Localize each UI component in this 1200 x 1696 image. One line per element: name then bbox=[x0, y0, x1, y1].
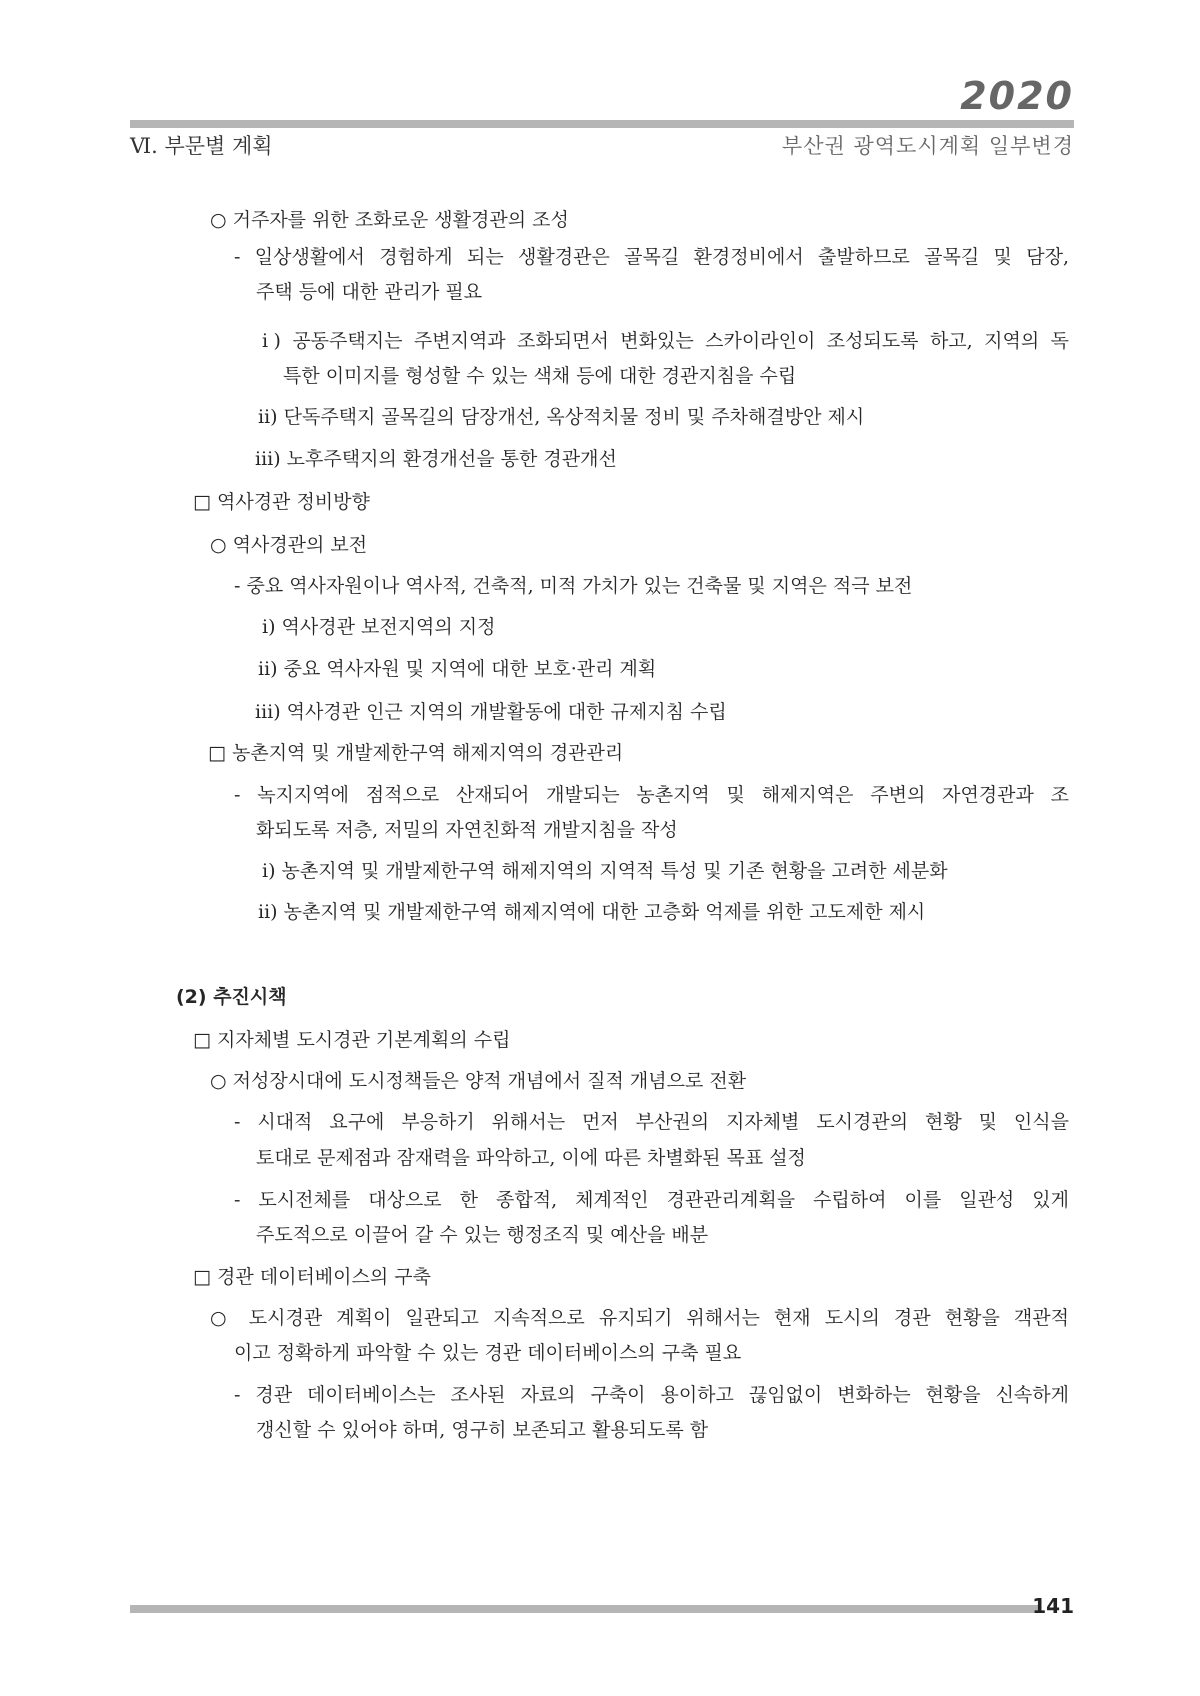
dash-item: - 시대적 요구에 부응하기 위해서는 먼저 부산권의 지자체별 도시경관의 현황 및 인식을 bbox=[234, 1111, 1069, 1133]
dash-item: - 경관 데이터베이스는 조사된 자료의 구축이 용이하고 끊임없이 변화하는 현황을 신속하게 bbox=[234, 1384, 1069, 1406]
circle-bullet-item: ○ 역사경관의 보전 bbox=[210, 534, 368, 556]
roman-item: ⅰ) 농촌지역 및 개발제한구역 해제지역의 지역적 특성 및 기존 현황을 고려한 세분화 bbox=[262, 860, 948, 882]
circle-item-continuation: 이고 정확하게 파악할 수 있는 경관 데이터베이스의 구축 필요 bbox=[234, 1342, 742, 1364]
roman-item: ⅲ) 역사경관 인근 지역의 개발활동에 대한 규제지침 수립 bbox=[255, 701, 727, 723]
roman-item: ⅱ) 단독주택지 골목길의 담장개선, 옥상적치물 정비 및 주차해결방안 제시 bbox=[258, 406, 865, 428]
circle-bullet-item: ○ 도시경관 계획이 일관되고 지속적으로 유지되기 위해서는 현재 도시의 경관 현황을 객관적 bbox=[210, 1307, 1069, 1329]
footer-rule bbox=[130, 1605, 1040, 1613]
circle-bullet-item: ○ 거주자를 위한 조화로운 생활경관의 조성 bbox=[210, 209, 569, 231]
section-title: Ⅵ. 부문별 계획 bbox=[130, 134, 273, 158]
dash-item: - 일상생활에서 경험하게 되는 생활경관은 골목길 환경정비에서 출발하므로 골목길 및 담장, bbox=[234, 246, 1069, 268]
dash-item-continuation: 주택 등에 대한 관리가 필요 bbox=[256, 281, 483, 303]
dash-item-continuation: 토대로 문제점과 잠재력을 파악하고, 이에 따른 차별화된 목표 설정 bbox=[256, 1147, 806, 1169]
square-bullet-heading: □ 경관 데이터베이스의 구축 bbox=[193, 1266, 431, 1288]
dash-item-continuation: 갱신할 수 있어야 하며, 영구히 보존되고 활용되도록 함 bbox=[256, 1419, 709, 1441]
circle-bullet-item: ○ 저성장시대에 도시정책들은 양적 개념에서 질적 개념으로 전환 bbox=[210, 1070, 747, 1092]
roman-item: ⅱ) 농촌지역 및 개발제한구역 해제지역에 대한 고층화 억제를 위한 고도제한 제시 bbox=[258, 901, 926, 923]
roman-item: ⅱ) 중요 역사자원 및 지역에 대한 보호·관리 계획 bbox=[258, 658, 657, 680]
roman-item: ⅲ) 노후주택지의 환경개선을 통한 경관개선 bbox=[255, 448, 617, 470]
subsection-heading: (2) 추진시책 bbox=[176, 986, 287, 1008]
document-title: 부산권 광역도시계획 일부변경 bbox=[781, 134, 1074, 158]
dash-item-continuation: 화되도록 저층, 저밀의 자연친화적 개발지침을 작성 bbox=[256, 819, 678, 841]
square-bullet-heading: □ 농촌지역 및 개발제한구역 해제지역의 경관관리 bbox=[208, 742, 624, 764]
roman-item-continuation: 특한 이미지를 형성할 수 있는 색채 등에 대한 경관지침을 수립 bbox=[283, 365, 797, 387]
square-bullet-heading: □ 역사경관 정비방향 bbox=[193, 491, 370, 513]
roman-item: ⅰ) 역사경관 보전지역의 지정 bbox=[262, 616, 496, 638]
year-label: 2020 bbox=[960, 74, 1074, 118]
header-rule bbox=[130, 120, 1074, 128]
page-number: 141 bbox=[1032, 1594, 1074, 1618]
dash-item: - 도시전체를 대상으로 한 종합적, 체계적인 경관관리계획을 수립하여 이를 일관성 있게 bbox=[234, 1189, 1069, 1211]
dash-item: - 녹지지역에 점적으로 산재되어 개발되는 농촌지역 및 해제지역은 주변의 자연경관과 조 bbox=[234, 784, 1069, 806]
dash-item-continuation: 주도적으로 이끌어 갈 수 있는 행정조직 및 예산을 배분 bbox=[256, 1224, 709, 1246]
roman-item: ⅰ) 공동주택지는 주변지역과 조화되면서 변화있는 스카이라인이 조성되도록 하고, 지역의 독 bbox=[262, 330, 1069, 352]
square-bullet-heading: □ 지자체별 도시경관 기본계획의 수립 bbox=[193, 1029, 511, 1051]
dash-item: - 중요 역사자원이나 역사적, 건축적, 미적 가치가 있는 건축물 및 지역은 적극 보전 bbox=[234, 575, 913, 597]
